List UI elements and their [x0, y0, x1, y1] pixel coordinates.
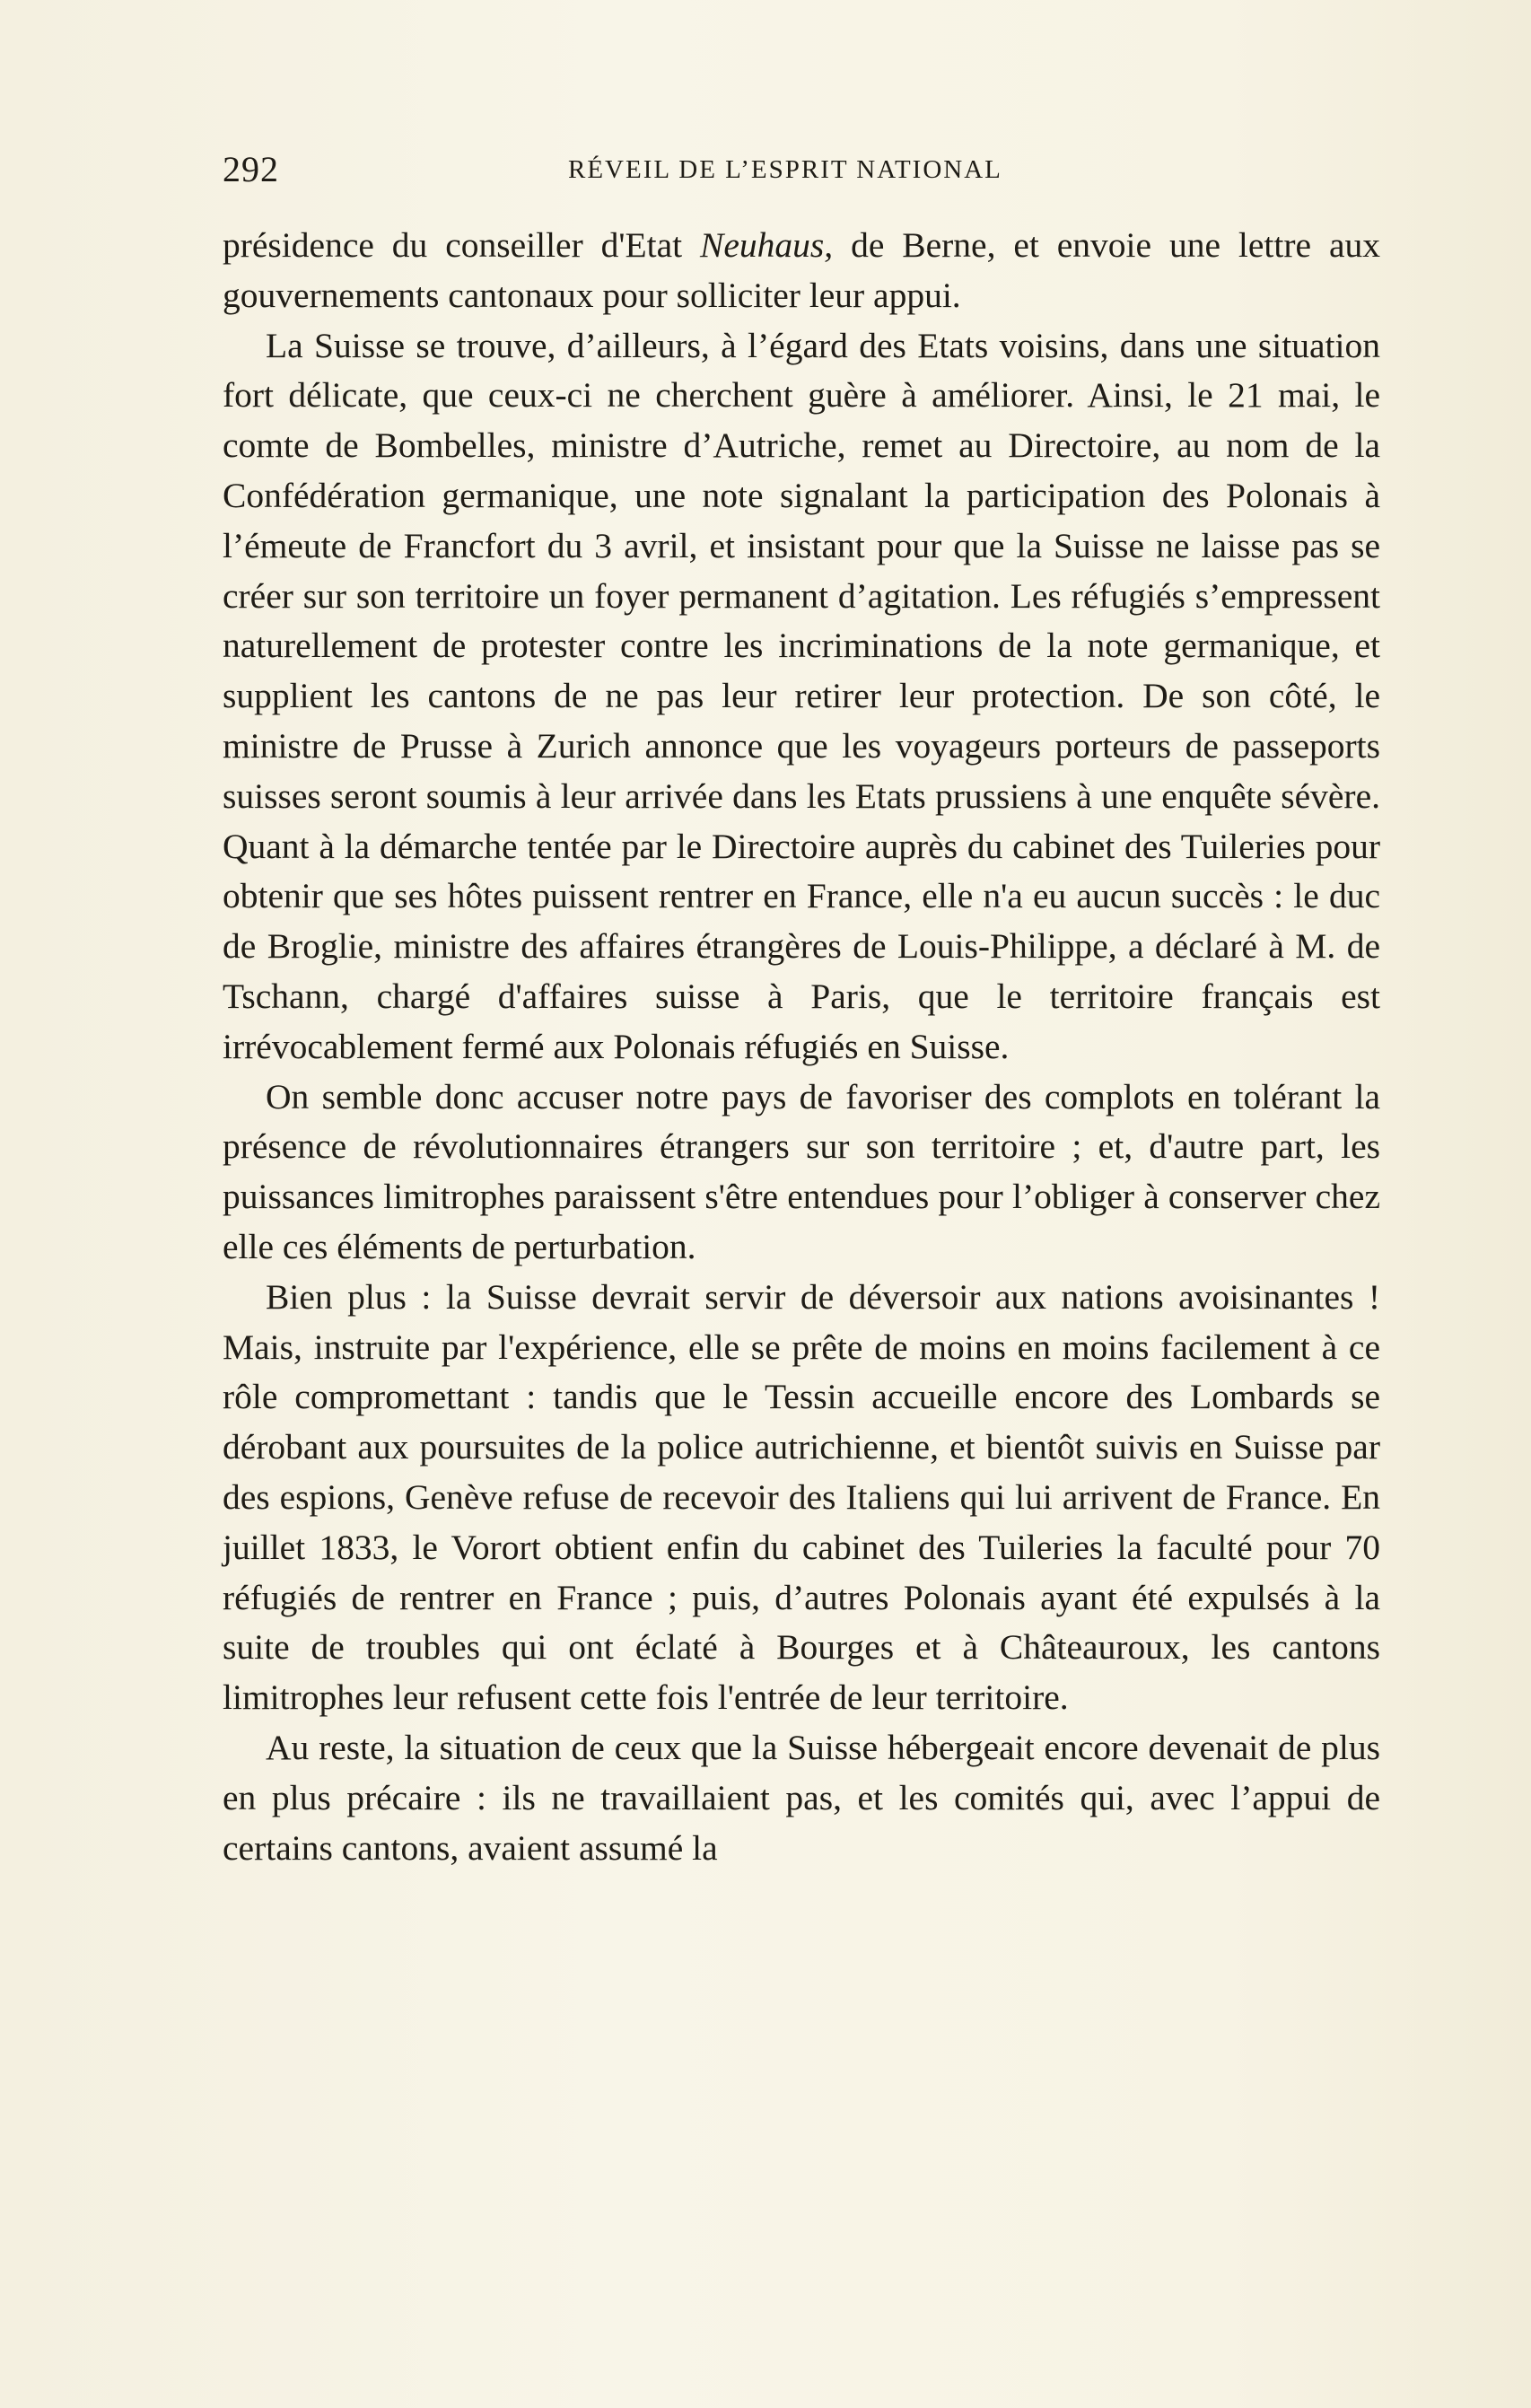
italic-name: Neuhaus, — [700, 225, 834, 265]
paragraph-text: de Berne, et envoie une lettre aux gouvernements cantonaux pour solliciter leur appui. — [223, 225, 1380, 315]
paragraph: Bien plus : la Suisse devrait servir de déversoir aux nations avoisinantes ! Mais, instruite par l'expérience, elle se prête de moins en moins facilement à ce rôle compromettant : tandis que le Tessin accueille encore des Lombards se dérobant aux poursuites de la police autrichienne, et bientôt suivis en Suisse par des espions, Genève refuse de recevoir des Italiens qui lui arrivent de France. En juillet 1833, le Vorort obtient enfin du cabinet des Tuileries la faculté pour 70 réfugiés de rentrer en France ; puis, d’autres Polonais ayant été expulsés à la suite de troubles qui ont éclaté à Bourges et à Châteauroux, les cantons limitrophes leur refusent cette fois l'entrée de leur territoire. — [223, 1276, 1380, 1718]
paragraph: La Suisse se trouve, d’ailleurs, à l’égard des Etats voisins, dans une situation fort délicate, que ceux-ci ne cherchent guère à améliorer. Ainsi, le 21 mai, le comte de Bombelles, ministre d’Autriche, remet au Directoire, au nom de la Confédération germanique, une note signalant la participation des Polonais à l’émeute de Francfort du 3 avril, et insistant pour que la Suisse ne laisse pas se créer sur son territoire un foyer permanent d’agitation. Les réfugiés s’empressent naturellement de protester contre les incriminations de la note germanique, et supplient les cantons de ne pas leur retirer leur protection. De son côté, le ministre de Prusse à Zurich annonce que les voyageurs porteurs de passeports suisses seront soumis à leur arrivée dans les Etats prussiens à une enquête sévère. Quant à la démarche tentée par le Directoire auprès du cabinet des Tuileries pour obtenir que ses hôtes puissent rentrer en France, elle n'a eu aucun succès : le duc de Broglie, ministre des affaires étrangères de Louis-Philippe, a déclaré à M. de Tschann, chargé d'affaires suisse à Paris, que le territoire français est irrévocablement fermé aux Polonais réfugiés en Suisse. — [223, 325, 1380, 1066]
paragraph — [223, 221, 1380, 321]
running-title: RÉVEIL DE L’ESPRIT NATIONAL — [568, 155, 1002, 184]
page-header — [223, 148, 1380, 193]
page-number: 292 — [223, 149, 279, 189]
body-text — [223, 221, 1380, 1873]
paragraph-text: présidence du conseiller d'Etat — [223, 225, 701, 265]
paragraph: On semble donc accuser notre pays de favoriser des complots en tolérant la présence de révolutionnaires étrangers sur son territoire ; et, d'autre part, les puissances limitrophes paraissent s'être entendues pour l’obliger à conserver chez elle ces éléments de perturbation. — [223, 1076, 1380, 1266]
paragraph: Au reste, la situation de ceux que la Suisse hébergeait encore devenait de plus en plus précaire : ils ne travaillaient pas, et les comités qui, avec l’appui de certains cantons, avaient assumé la — [223, 1727, 1380, 1868]
